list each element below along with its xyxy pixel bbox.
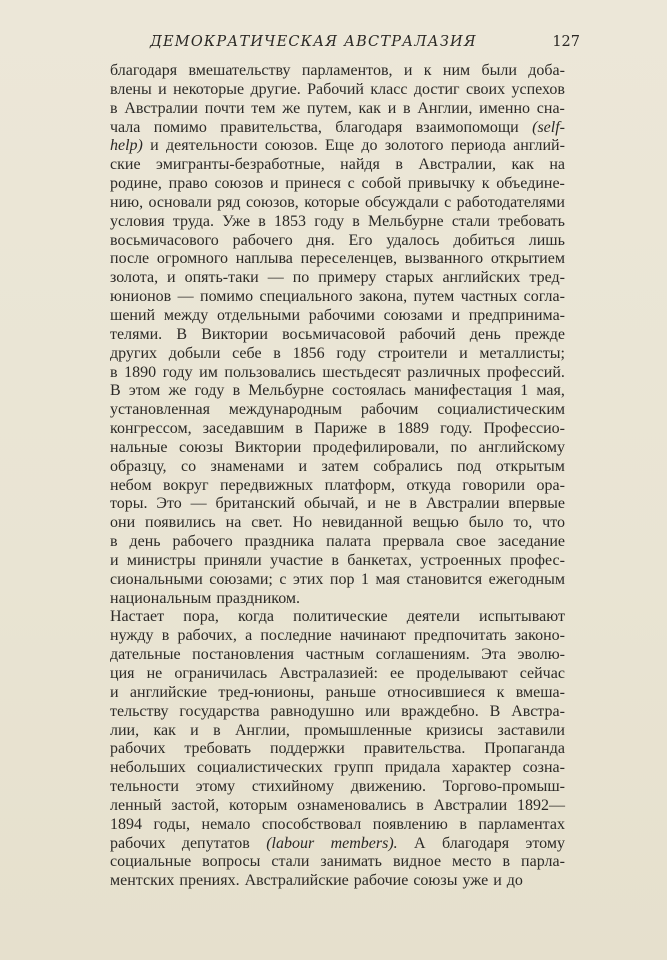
text-line: в Австралии почти тем же путем, как и в Англии, именно сна- bbox=[110, 99, 565, 117]
text-line: тельству государства равнодушно или враждебно. В Австра- bbox=[110, 702, 565, 720]
text-line: сиональными союзами; с этих пор 1 мая становится ежегодным bbox=[110, 570, 565, 588]
text-line: шений между отдельными рабочими союзами и предпринима- bbox=[110, 306, 565, 324]
text-line: лии, как и в Англии, промышленные кризисы заставили bbox=[110, 721, 565, 739]
text-line: благодаря вмешательству парламентов, и к ним были доба- bbox=[110, 62, 565, 79]
text-line: ленный застой, которым ознаменовались в Австралии 1892— bbox=[110, 796, 565, 814]
text-line: и министры приняли участие в банкетах, устроенных профес- bbox=[110, 551, 565, 569]
text-line: в 1890 году им пользовались шестьдесят различных профессий. bbox=[110, 363, 565, 381]
text-line: Настает пора, когда политические деятели испытывают bbox=[110, 608, 565, 626]
text-line: восьмичасового рабочего дня. Его удалось добиться лишь bbox=[110, 231, 565, 249]
text-line: юнионов — помимо специального закона, путем частных согла- bbox=[110, 288, 565, 306]
page-header bbox=[150, 34, 580, 56]
text-line: рабочих требовать поддержки правительства. Пропаганда bbox=[110, 740, 565, 758]
text-line: и английские тред-юнионы, раньше относившиеся к вмеша- bbox=[110, 683, 565, 701]
text-line: национальным праздником. bbox=[110, 589, 301, 607]
text-line: влены и некоторые другие. Рабочий класс достиг своих успехов bbox=[110, 80, 565, 98]
text-line: ские эмигранты-безработные, найдя в Австралии, как на bbox=[110, 156, 565, 174]
text-line: условия труда. Уже в 1853 году в Мельбурне стали требовать bbox=[110, 212, 565, 230]
text-line: телями. В Виктории восьмичасовой рабочий день прежде bbox=[110, 325, 565, 343]
text-line: help) и деятельности союзов. Еще до золотого периода англий- bbox=[110, 137, 565, 155]
text-line: чала помимо правительства, благодаря взаимопомощи (self- bbox=[110, 118, 565, 136]
running-head: ДЕМОКРАТИЧЕСКАЯ АВСТРАЛАЗИЯ bbox=[150, 34, 477, 50]
text-line: рабочих депутатов (labour members). А благодаря этому bbox=[110, 834, 565, 852]
text-line: небом вокруг передвижных платформ, откуда говорили ора- bbox=[110, 476, 565, 494]
text-line: социальные вопросы стали занимать видное место в парла- bbox=[110, 853, 565, 871]
text-line: золота, и опять-таки — по примеру старых английских тред- bbox=[110, 269, 565, 287]
text-line: других добыли себе в 1856 году строители и металлисты; bbox=[110, 344, 565, 362]
text-line: нию, основали ряд союзов, которые обсуждали с работодателями bbox=[110, 193, 565, 211]
text-line: конгрессом, заседавшим в Париже в 1889 году. Профессио- bbox=[110, 420, 565, 438]
text-line: они появились на свет. Но невиданной вещью было то, что bbox=[110, 514, 565, 532]
text-line: дательные постановления частным соглашениям. Эта эволю- bbox=[110, 646, 565, 664]
text-line: ция не ограничилась Австралазией: ее проделывают сейчас bbox=[110, 665, 565, 682]
text-line: после огромного наплыва переселенцев, вызванного открытием bbox=[110, 250, 565, 268]
page-number: 127 bbox=[552, 34, 580, 50]
text-line: нужду в рабочих, а последние начинают предпочитать законо- bbox=[110, 627, 565, 645]
body-text bbox=[110, 62, 565, 891]
text-line: в день рабочего праздника палата прервала свое заседание bbox=[110, 533, 565, 551]
text-line: небольших социалистических групп придала характер созна- bbox=[110, 759, 565, 777]
text-line: ментских прениях. Австралийские рабочие союзы уже и до bbox=[110, 872, 523, 890]
text-line: образцу, со знаменами и затем собрались под открытым bbox=[110, 457, 565, 475]
text-line: 1894 годы, немало способствовал появлению в парламентах bbox=[110, 815, 565, 833]
text-line: тельности этому стихийному движению. Торгово-промыш- bbox=[110, 778, 565, 796]
text-line: родине, право союзов и принеся с собой привычку к объедине- bbox=[110, 175, 565, 193]
text-line: нальные союзы Виктории продефилировали, по английскому bbox=[110, 438, 565, 456]
text-line: установленная международным рабочим социалистическим bbox=[110, 401, 565, 419]
text-line: В этом же году в Мельбурне состоялась манифестация 1 мая, bbox=[110, 382, 565, 400]
text-line: торы. Это — британский обычай, и не в Австралии впервые bbox=[110, 495, 565, 513]
